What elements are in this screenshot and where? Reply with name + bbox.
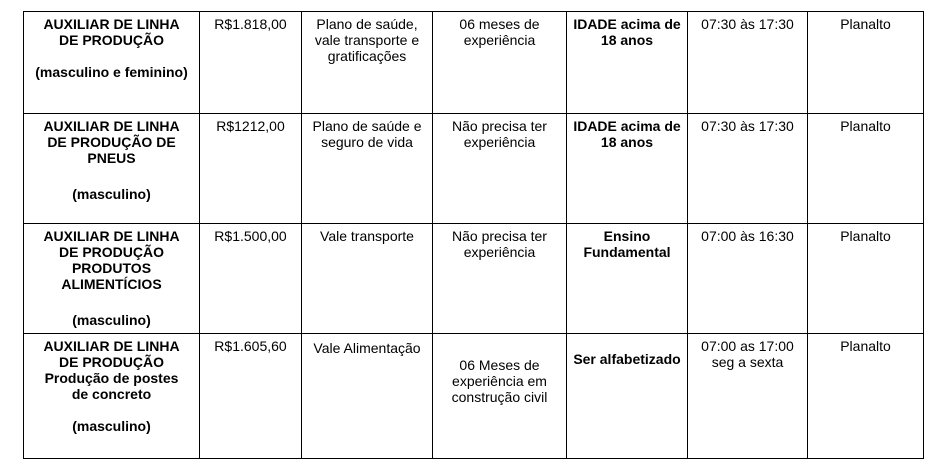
experience: Não precisa ter experiência (452, 118, 547, 150)
job-title-line: ALIMENTÍCIOS (61, 276, 162, 292)
location: Planalto (840, 16, 891, 32)
schedule-cell (688, 114, 808, 224)
table-row (24, 224, 924, 334)
table-row (24, 334, 924, 459)
location-cell (808, 224, 924, 334)
schedule: 07:30 às 17:30 (701, 118, 794, 134)
experience-cell (433, 12, 567, 114)
benefits: Vale transporte (320, 228, 414, 244)
job-gender: (masculino e feminino) (35, 64, 188, 80)
salary: R$1.500,00 (214, 228, 287, 244)
salary: R$1.605,60 (214, 338, 287, 354)
job-title-line: DE PRODUÇÃO DE (47, 134, 176, 150)
location: Planalto (840, 228, 891, 244)
schedule-cell (688, 12, 808, 114)
salary: R$1212,00 (216, 118, 285, 134)
benefits: Plano de saúde e seguro de vida (312, 118, 422, 150)
job-gender: (masculino) (72, 418, 151, 434)
location-cell (808, 114, 924, 224)
salary-cell (200, 12, 302, 114)
schedule: 07:00 às 16:30 (701, 228, 794, 244)
job-title-line: de concreto (71, 386, 152, 402)
requirement: Ensino Fundamental (583, 228, 671, 260)
job-title-line: DE PRODUÇÃO (58, 354, 164, 370)
requirement: Ser alfabetizado (573, 351, 681, 367)
requirement-cell (567, 12, 688, 114)
experience: 06 meses de experiência (459, 16, 540, 48)
job-title-line: AUXILIAR DE LINHA (43, 228, 180, 244)
location-cell (808, 334, 924, 459)
requirement: IDADE acima de 18 anos (573, 118, 681, 150)
job-gender: (masculino) (72, 312, 151, 328)
salary-cell (200, 114, 302, 224)
requirement-cell (567, 114, 688, 224)
job-title-line: DE PRODUÇÃO (58, 244, 164, 260)
benefits-cell (302, 334, 433, 459)
table-row (24, 114, 924, 224)
job-gender: (masculino) (72, 186, 151, 202)
job-title-line: AUXILIAR DE LINHA (43, 338, 180, 354)
schedule-days: seg a sexta (711, 354, 784, 370)
schedule-hours: 07:00 as 17:00 (701, 338, 794, 354)
location: Planalto (840, 118, 891, 134)
job-title-line: AUXILIAR DE LINHA (43, 118, 180, 134)
job-title-line: AUXILIAR DE LINHA (43, 16, 180, 32)
benefits-cell (302, 224, 433, 334)
schedule: 07:30 às 17:30 (701, 16, 794, 32)
table-row (24, 12, 924, 114)
requirement-cell (567, 224, 688, 334)
location: Planalto (840, 338, 891, 354)
experience: 06 Meses de experiência em construção civil (451, 357, 548, 405)
salary: R$1.818,00 (214, 16, 287, 32)
requirement-cell (567, 334, 688, 459)
benefits-cell (302, 114, 433, 224)
salary-cell (200, 224, 302, 334)
job-title-line: PNEUS (87, 150, 136, 166)
experience: Não precisa ter experiência (452, 228, 547, 260)
job-listings-table (23, 11, 924, 459)
job-title-line: DE PRODUÇÃO (58, 32, 164, 48)
job-title-line: Produção de postes (44, 370, 179, 386)
schedule-cell (688, 224, 808, 334)
schedule-cell (688, 334, 808, 459)
job-title-cell (24, 12, 200, 114)
benefits-cell (302, 12, 433, 114)
requirement: IDADE acima de 18 anos (573, 16, 681, 48)
job-title-cell (24, 224, 200, 334)
job-title-cell (24, 334, 200, 459)
benefits: Vale Alimentação (313, 340, 421, 356)
job-title-cell (24, 114, 200, 224)
experience-cell (433, 334, 567, 459)
experience-cell (433, 224, 567, 334)
job-title-line: PRODUTOS (71, 260, 152, 276)
benefits: Plano de saúde, vale transporte e gratificações (314, 16, 420, 64)
experience-cell (433, 114, 567, 224)
salary-cell (200, 334, 302, 459)
location-cell (808, 12, 924, 114)
